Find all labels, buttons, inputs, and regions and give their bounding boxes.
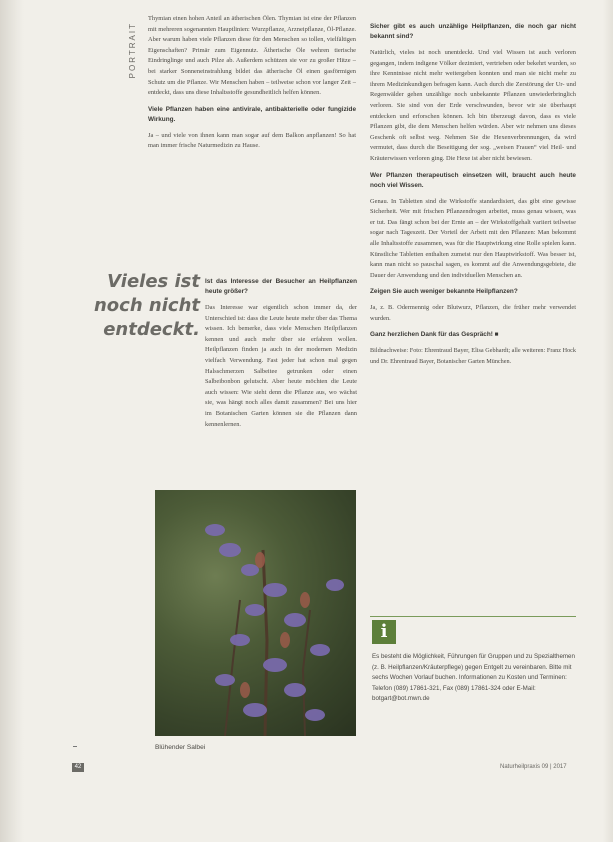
- closing-line: Ganz herzlichen Dank für das Gespräch! ■: [370, 331, 499, 339]
- question: Zeigen Sie auch weniger bekannte Heilpflanzen?: [370, 288, 518, 296]
- paragraph: Ja, z. B. Odermennig oder Blutwurz, Pflanzen, die früher mehr verwendet wurden.: [370, 304, 576, 322]
- paragraph: Ja – und viele von ihnen kann man sogar auf dem Balkon anpflanzen! So hat man immer frische Naturmedizin zu Hause.: [148, 131, 356, 150]
- question: Wer Pflanzen therapeutisch einsetzen will, braucht auch heute noch viel Wissen.: [370, 171, 576, 189]
- paragraph: Natürlich, vieles ist noch unentdeckt. Und viel Wissen ist auch verloren gegangen, indem indigene Völker dezimiert, vertrieben oder bekehrt wurden, so ihre Kenntnisse nicht mehr weitergeben konnten und man sie nicht mehr zu ihrem Medizinkundigen befragen kann. Auch durch die Zerstörung der Ur- und Regenwälder gehen unzählige noch unbekannte Pflanzen unwiederbringlich verloren. Sie sind von der Erde verschwunden, bevor wir sie überhaupt entdecken und erforschen können. Ich bin überzeugt davon, dass es viele Pflanzen gibt, die dem Menschen helfen würden. Aber wir nehmen uns dieses Geschenk oft selbst weg. Nehmen Sie die Hexenverbrennungen, da wird vermutet, dass durch die Beseitigung der sog. „weisen Frauen“ viel Heil- und Kräuterwissen verloren ging. Die Hexe ist aber nicht bewiesen.: [370, 49, 576, 162]
- section-label: PORTRAIT: [128, 22, 137, 79]
- pull-quote: Vieles ist noch nicht entdeckt.: [93, 271, 200, 340]
- divider-mark: [73, 746, 77, 747]
- info-text: Es besteht die Möglichkeit, Führungen für Gruppen und zu Spezialthemen (z. B. Heilpflanzen/Kräuterpflege) gegen Entgelt zu vereinbaren. Bitte mit sechs Wochen Vorlauf buchen. Informationen zu Kosten und Terminen: Telefon (089) 17861-321, Fax (089) 17861-324 oder E-Mail: botgart@bot.mwn.de: [372, 653, 575, 703]
- photo-credit: Bildnachweise: Foto: Ehrentraud Bayer, Elisa Gebhardt; alle weiteren: Franz Hock und Dr. Ehrentraud Bayer, Botanischer Garten München.: [370, 347, 576, 366]
- page-edge-shadow: [0, 0, 24, 842]
- paragraph: Genau. In Tabletten sind die Wirkstoffe standardisiert, das gibt eine gewisse Sicherheit. Wer mit frischen Pflanzendrogen arbeitet, muss genau wissen, was er tut. Das fängt schon bei der Ernte an – der Wirkstoffgehalt variiert teilweise sogar nach Tageszeit. Der Vorteil der Arbeit mit den Pflanzen: Man bekommt alle Inhaltsstoffe zusammen, was für die Hauptwirkung eine Rolle spielen kann. Künstliche Tabletten enthalten zumeist nur den Hauptwirkstoff. Was besser ist, kann man nicht so pauschal sagen, es kommt auf die Anwendungsgebiete, die Dauer der Anwendung und den individuellen Menschen an.: [370, 197, 576, 279]
- page-number: 42: [72, 763, 84, 772]
- magazine-footer: Naturheilpraxis 09 | 2017: [500, 764, 567, 770]
- page-edge-shadow-right: [603, 0, 613, 842]
- question: Ist das Interesse der Besucher an Heilpflanzen heute größer?: [205, 278, 357, 295]
- question: Sicher gibt es auch unzählige Heilpflanzen, die noch gar nicht bekannt sind?: [370, 23, 576, 40]
- paragraph: Thymian einen hohen Anteil an ätherischen Ölen. Thymian ist eine der Pflanzen mit mehreren sogenannten Hauptlinien: Wurzpflanze, Arzneipflanze, Öl-Pflanze. Aber warum haben viele Pflanzen diese für den Menschen so tollen, vielfältigen Eigenschaften? Primär zum Eigennutz. Ätherische Öle wehren tierische Eindringlinge und auch Pilze ab. Außerdem schützen sie vor zu großer Hitze – bei starker Sonneneinstrahlung bildet das ätherische Öl einen gasförmigen Schutz um die Pflanze. Wir Menschen haben – teilweise schon vor langer Zeit – entdeckt, dass uns diese Inhaltsstoffe gesundheitlich helfen können.: [148, 15, 356, 97]
- column-left-bottom: [205, 277, 357, 436]
- paragraph: Das Interesse war eigentlich schon immer da, der Unterschied ist: dass die Leute heute mehr über das Thema wissen. Ich bemerke, dass viele Menschen Heilpflanzen kennen und auch mehr über sie erfahren wollen. Heilpflanzen finden ja auch in der modernen Medizin vielfach Verwendung. Fast jeder hat schon mal gegen Halsschmerzen Salbeitee getrunken oder einen Salbeibonbon gelutscht. Aber heute möchten die Leute auch wissen: Wie sieht denn die Pflanze aus, wo wächst sie, was hängt noch alles damit zusammen? Bei uns hier im Botanischen Garten können sie die Pflanzen dann kennenlernen.: [205, 304, 357, 428]
- question: Viele Pflanzen haben eine antivirale, antibakterielle oder fungizide Wirkung.: [148, 105, 356, 123]
- column-left-top: [148, 14, 356, 158]
- photo-caption: Blühender Salbei: [155, 744, 206, 751]
- info-icon: i: [372, 620, 396, 644]
- sage-flowers-illustration: [155, 490, 356, 736]
- sage-photo: [155, 490, 356, 736]
- column-right: [370, 22, 576, 374]
